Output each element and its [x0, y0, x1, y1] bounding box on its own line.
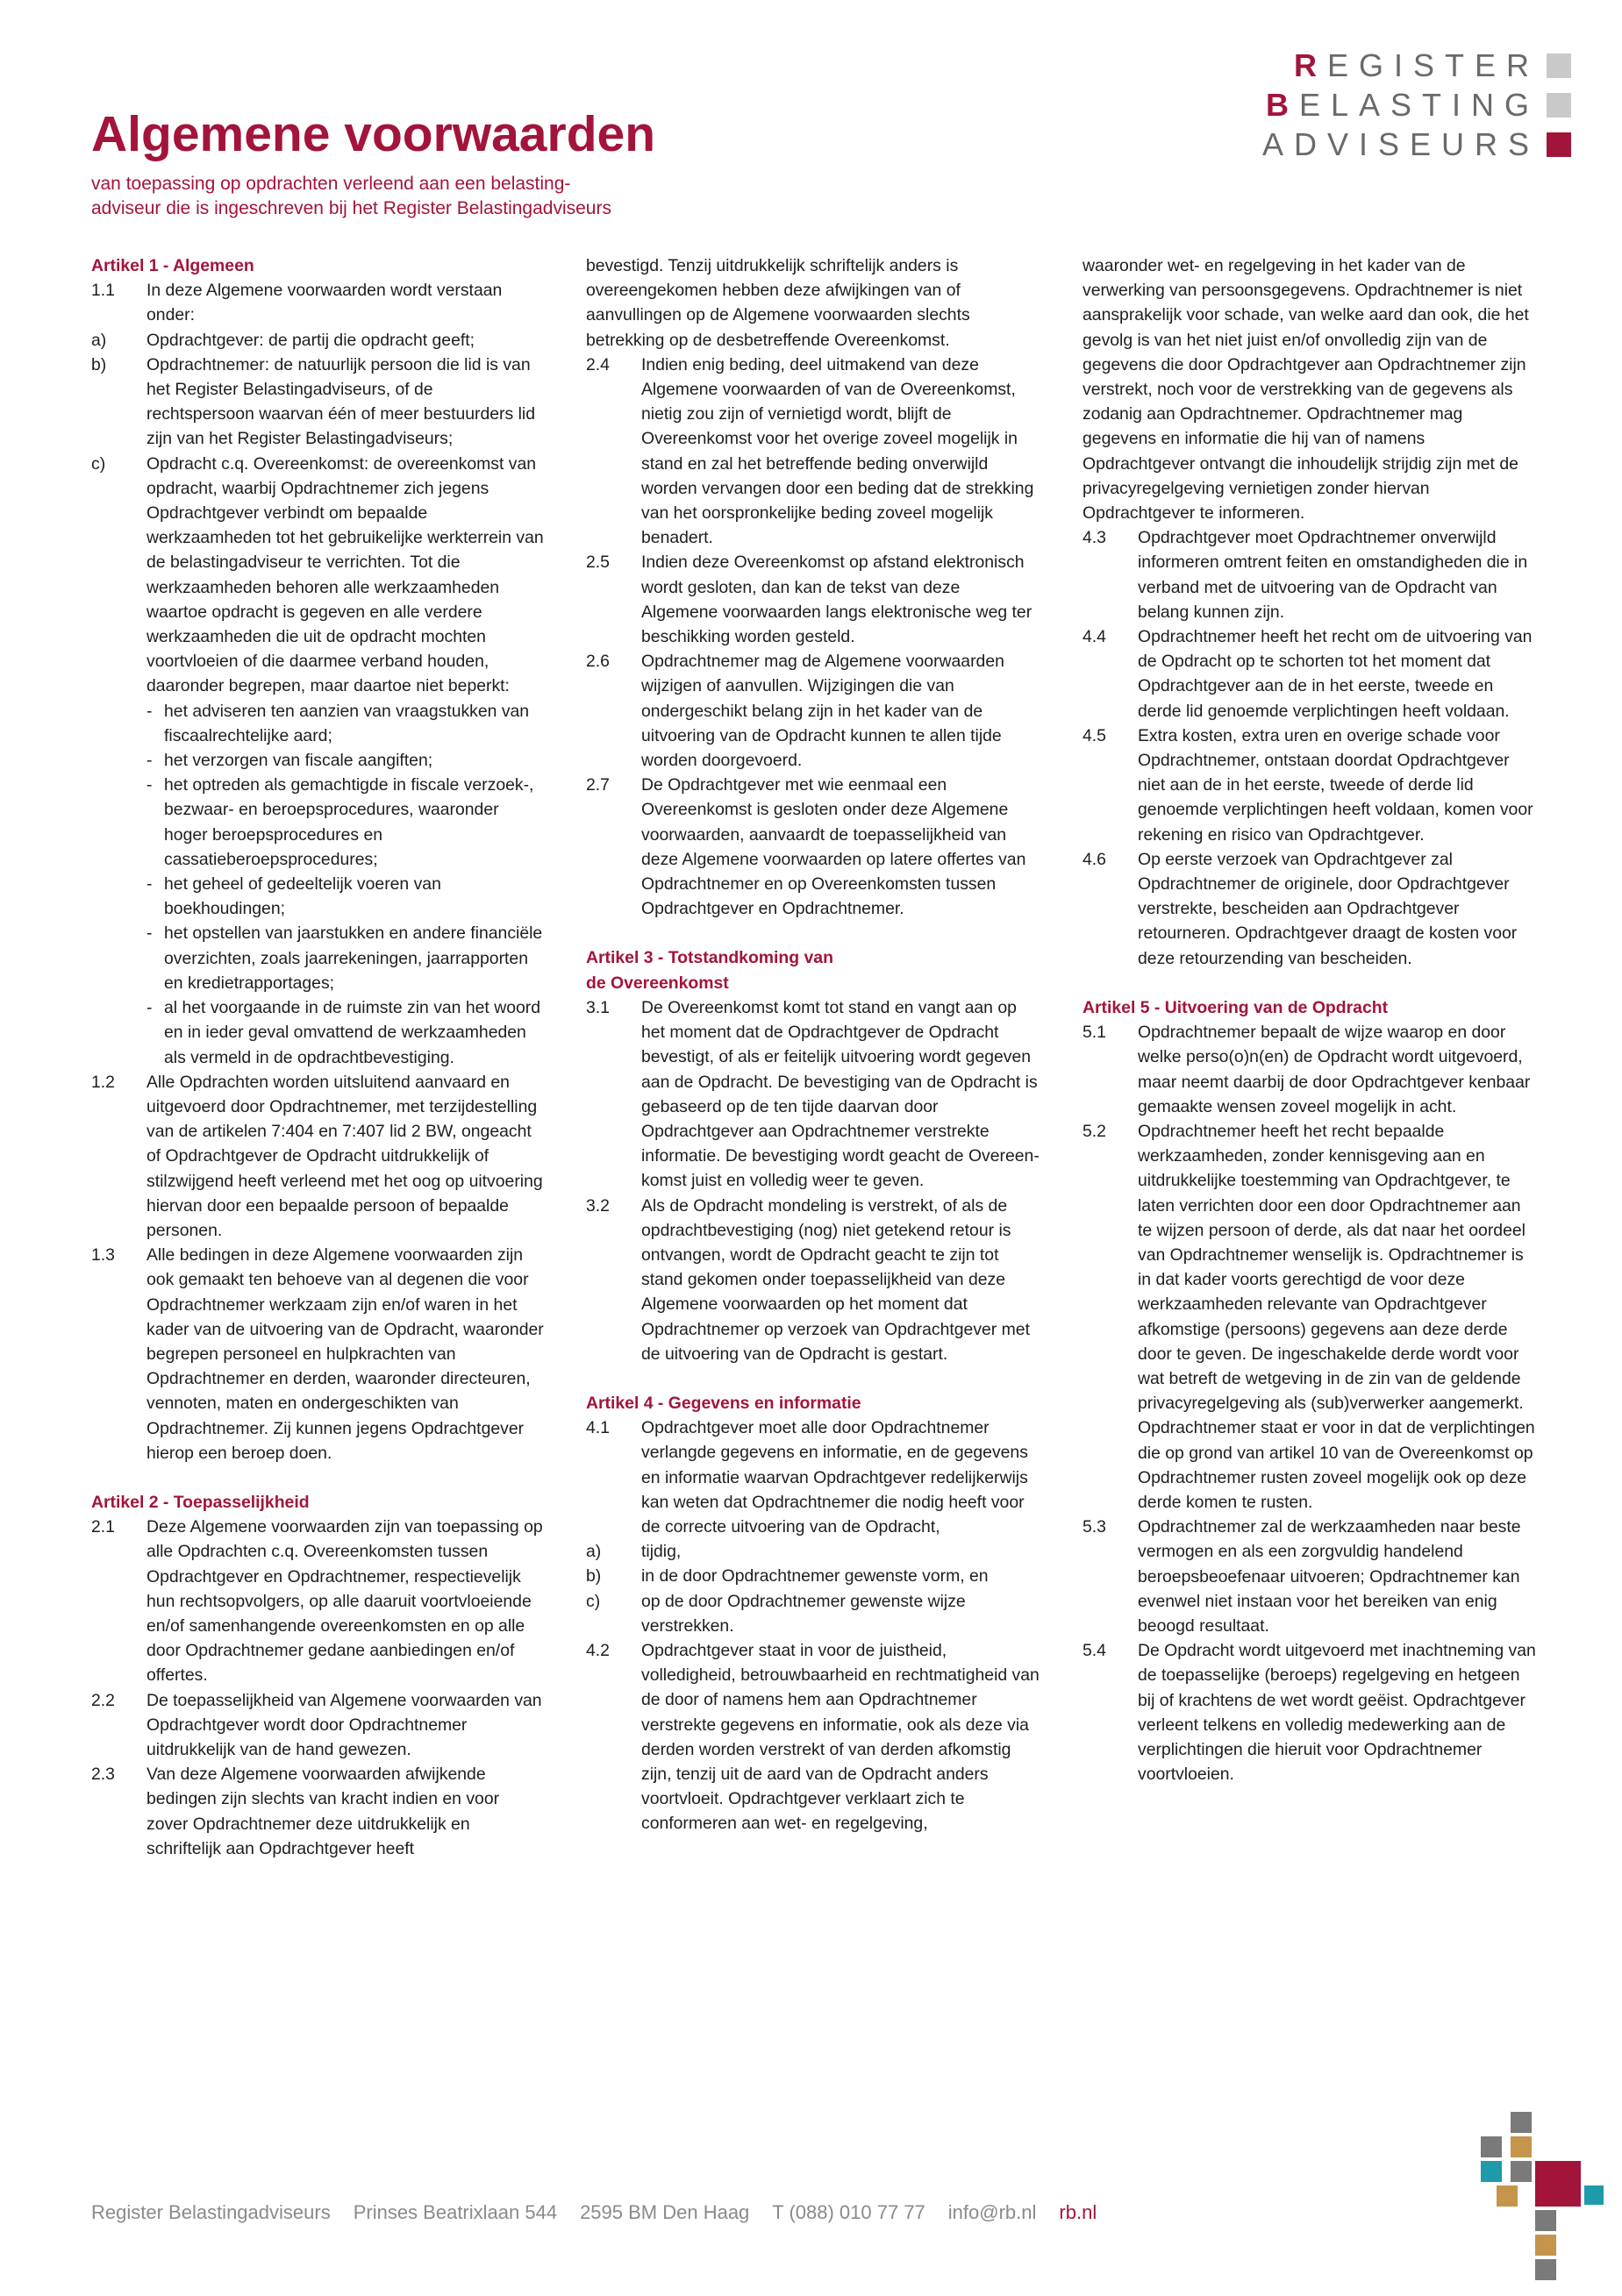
clause [1083, 525, 1536, 624]
clause-number: 5.1 [1083, 1023, 1106, 1043]
clause-number: 2.4 [586, 354, 610, 374]
deco-square [1535, 2235, 1556, 2256]
clause [586, 995, 1040, 1194]
list-item-text: het optreden als gemachtigde in fiscale verzoek-, bezwaar- en beroepsprocedures, waaronder hoger beroepsprocedures en cassatieberoepsprocedures; [164, 775, 534, 869]
clause-text: Als de Opdracht mondeling is verstrekt, of als de opdrachtbevestiging (nog) niet getekend retour is ontvangen, wordt de Opdracht geacht te zijn tot stand gekomen onder toepasselijkheid van deze Algemene voorwaarden op het moment dat Opdrachtnemer op verzoek van Opdrachtgever met de uitvoering van de Opdracht is gestart. [641, 1195, 1030, 1364]
clause [586, 773, 1040, 921]
page-title: Algemene voorwaarden [91, 106, 656, 162]
clause-text: Alle bedingen in deze Algemene voorwaarden zijn ook gemaakt ten behoeve van al degenen die voor Opdrachtnemer werkzaam zijn en/of waren in het kader van de uitvoering van de Opdracht, waaronder begrepen personeel en hulpkrachten van Opdrachtnemer en derden, waaronder directeuren, vennoten, maten en ondergeschikten van Opdrachtnemer. Zij kunnen jegens Opdrachtgever hierop een beroep doen. [146, 1245, 544, 1463]
clause-text: Opdrachtnemer bepaalt de wijze waarop en door welke perso(o)n(en) de Opdracht wordt uitgevoerd, maar neemt daarbij de door Opdrachtgever kenbaar gemaakte wensen zoveel mogelijk in acht. [1138, 1023, 1531, 1116]
clause-number: 5.4 [1083, 1641, 1106, 1661]
clause-number: 4.6 [1083, 849, 1106, 869]
clause-text: In deze Algemene voorwaarden wordt verstaan onder: [146, 281, 503, 325]
dash-bullet: - [146, 701, 153, 721]
list-item-text: het verzorgen van fiscale aangiften; [164, 751, 433, 771]
clause [91, 278, 545, 327]
clause-number: 1.2 [91, 1072, 115, 1092]
clause [586, 1589, 1040, 1638]
clause-number: c) [91, 453, 106, 474]
decorative-squares-graphic [1481, 2112, 1604, 2296]
article-heading: de Overeenkomst [586, 973, 729, 993]
clause [91, 1762, 545, 1861]
deco-square [1535, 2210, 1556, 2231]
footer-address: Prinses Beatrixlaan 544 [353, 2201, 558, 2223]
clause-text: Deze Algemene voorwaarden zijn van toepassing op alle Opdrachten c.q. Overeenkomsten tussen Opdrachtgever en Opdrachtnemer, respectievelijk hun rechtsopvolgers, op alle daaruit voortvloeiende en/of samenhangende overeenkomsten en op alle door Opdrachtnemer gedane aanbiedingen en/of offertes. [146, 1517, 543, 1686]
brand-logo [1262, 46, 1571, 164]
clause [586, 649, 1040, 773]
article-heading: Artikel 1 - Algemeen [91, 256, 254, 275]
clause [586, 1638, 1040, 1836]
subtitle-line: van toepassing op opdrachten verleend aan een belasting- [91, 174, 571, 194]
text-column-3 [1083, 253, 1536, 1786]
list-item [91, 921, 545, 995]
logo-initial: R [1293, 47, 1327, 83]
clause-text: Opdrachtnemer heeft het recht om de uitvoering van de Opdracht op te schorten tot het moment dat Opdrachtgever aan de in het eerste, tweede en derde lid genoemde verplichtingen heeft voldaan. [1138, 627, 1533, 721]
clause [91, 452, 545, 699]
clause-text: De Opdrachtgever met wie eenmaal een Overeenkomst is gesloten onder deze Algemene voorwaarden, aanvaardt de toepasselijkheid van deze Algemene voorwaarden op latere offertes van Opdrachtnemer en op Overeenkomsten tussen Opdrachtgever en Opdrachtnemer. [641, 775, 1026, 919]
clause-number: 5.3 [1083, 1517, 1106, 1537]
clause-text: Op eerste verzoek van Opdrachtgever zal Opdrachtnemer de originele, door Opdrachtgever verstrekte, bescheiden aan Opdrachtgever retourneren. Opdrachtgever draagt de kosten voor deze retourzending van bescheiden. [1138, 849, 1518, 968]
clause-text: Opdrachtgever moet Opdrachtnemer onverwijld informeren omtrent feiten en omstandigheden die in verband met de uitvoering van de Opdracht van belang kunnen zijn. [1138, 528, 1528, 622]
clause-text: Opdrachtnemer: de natuurlijk persoon die lid is van het Register Belastingadviseurs, of de rechtspersoon waarvan één of meer bestuurders lid zijn van het Register Belastingadviseurs; [146, 354, 535, 449]
clause-text: in de door Opdrachtnemer gewenste vorm, en [641, 1566, 989, 1587]
clause-number: 3.1 [586, 997, 610, 1017]
clause-number: 3.2 [586, 1195, 610, 1216]
clause-text: Van deze Algemene voorwaarden afwijkende bedingen zijn slechts van kracht indien en voor zover Opdrachtnemer deze uitdrukkelijk en schriftelijk aan Opdrachtgever heeft [146, 1765, 500, 1858]
page-subtitle [91, 172, 723, 221]
clause-text: Indien deze Overeenkomst op afstand elektronisch wordt gesloten, dan kan de tekst van deze Algemene voorwaarden langs elektronische weg ter beschikking worden gesteld. [641, 553, 1033, 647]
clause [586, 1415, 1040, 1539]
article-heading: Artikel 4 - Gegevens en informatie [586, 1393, 861, 1413]
deco-square [1497, 2185, 1518, 2207]
clause-number: 2.3 [91, 1765, 115, 1785]
deco-square [1511, 2136, 1532, 2157]
deco-square [1481, 2161, 1502, 2182]
clause-text: Extra kosten, extra uren en overige schade voor Opdrachtnemer, ontstaan doordat Opdrachtgever niet aan de in het eerste, tweede of derde lid genoemde verplichtingen heeft voldaan, komen voor rekening en risico van Opdrachtgever. [1138, 725, 1533, 845]
text-column-2 [586, 253, 1040, 1836]
clause [91, 1515, 545, 1687]
clause [91, 1070, 545, 1243]
clause-text: De Overeenkomst komt tot stand en vangt aan op het moment dat de Opdrachtgever de Opdracht bevestigt, of als er feitelijk uitvoering wordt gegeven aan de Opdracht. De bevestiging van de Opdracht is gebaseerd op de ten tijde daarvan door Opdrachtgever aan Opdrachtnemer verstrekte informatie. De bevestiging wordt geacht de Overeenkomst juist en volledig weer te geven. [641, 997, 1040, 1191]
clause-number: 2.1 [91, 1517, 115, 1537]
clause-number: 4.3 [1083, 528, 1106, 548]
clause-text: Opdrachtnemer heeft het recht bepaalde werkzaamheden, zonder kennisgeving aan en uitdrukkelijke toestemming van Opdrachtgever, te laten verrichten door een door Opdrachtnemer aan te wijzen persoon of derde, als dat naar het oordeel van Opdrachtnemer wenselijk is. Opdrachtnemer is in dat kader voorts gerechtigd de voor deze werkzaamheden relevante van Opdrachtgever afkomstige (persoons) gegevens aan deze derde door te geven. De ingeschakelde derde wordt voor wat betreft de wetgeving in de zin van de geldende privacyregelgeving als (sub)verwerker aangemerkt. Opdrachtnemer staat er voor in dat de verplichtingen die op grond van artikel 10 van de Overeenkomst op Opdrachtnemer rusten zoveel mogelijk ook op deze derde komen te rusten. [1138, 1121, 1535, 1512]
clause [586, 550, 1040, 649]
logo-initial: B [1265, 87, 1299, 123]
list-item-text: het adviseren ten aanzien van vraagstukken van fiscaalrechtelijke aard; [164, 701, 530, 745]
clause-number: 2.7 [586, 775, 610, 795]
clause [1083, 1020, 1536, 1119]
clause-text: Opdracht c.q. Overeenkomst: de overeenkomst van opdracht, waarbij Opdrachtnemer zich jegens Opdrachtgever verbindt om bepaalde werkzaamheden tot het gebruikelijke werkterrein van de belastingadviseur te verrichten. Tot die werkzaamheden behoren alle werkzaamheden waartoe opdracht is gegeven en alle verdere werkzaamheden die uit de opdracht mochten voortvloeien of die daarmee verband houden, daaronder begrepen, maar daartoe niet beperkt: [146, 453, 544, 696]
clause-number: 4.1 [586, 1418, 610, 1438]
logo-word: ADVISEURS [1261, 126, 1540, 162]
clause-number: b) [91, 354, 107, 374]
dash-bullet: - [146, 998, 153, 1018]
clause-number: c) [586, 1591, 601, 1611]
list-item-text: het geheel of gedeeltelijk voeren van boekhoudingen; [164, 874, 441, 919]
footer [91, 2201, 1119, 2224]
clause [1083, 724, 1536, 847]
footer-city: 2595 BM Den Haag [580, 2201, 750, 2223]
clause [1083, 624, 1536, 724]
list-item [91, 773, 545, 872]
clause-text: Opdrachtnemer mag de Algemene voorwaarden wijzigen of aanvullen. Wijzigingen die van ondergeschikt belang zijn in het kader van de uitvoering van de Opdracht kunnen te allen tijde worden doorgevoerd. [641, 652, 1004, 771]
article-heading: Artikel 3 - Totstandkoming van [586, 948, 833, 968]
dash-bullet: - [146, 775, 153, 795]
continued-text: bevestigd. Tenzij uitdrukkelijk schriftelijk anders is overeengekomen hebben deze afwijkingen van of aanvullingen op de Algemene voorwaarden slechts betrekking op de desbetreffende Overeenkomst. [586, 256, 970, 350]
clause [91, 353, 545, 452]
subtitle-line: adviseur die is ingeschreven bij het Register Belastingadviseurs [91, 198, 611, 218]
logo-word: EGISTER [1326, 47, 1540, 83]
clause-text: Opdrachtgever staat in voor de juistheid, volledigheid, betrouwbaarheid en rechtmatigheid van de door of namens hem aan Opdrachtnemer verstrekte gegevens en informatie, ook als deze via derden worden verstrekt of van derden afkomstig zijn, tenzij uit de aard van de Opdracht anders voortvloeit. Opdrachtgever verklaart zich te conformeren aan wet- en regelgeving, [641, 1640, 1040, 1834]
clause-number: b) [586, 1566, 602, 1587]
clause [1083, 1119, 1536, 1515]
deco-square [1584, 2185, 1604, 2205]
clause-text: tijdig, [641, 1542, 682, 1562]
list-item [91, 748, 545, 773]
deco-square [1535, 2161, 1581, 2207]
dash-bullet: - [146, 874, 153, 895]
clause-text: op de door Opdrachtnemer gewenste wijze verstrekken. [641, 1591, 966, 1636]
logo-line-belasting [1262, 85, 1571, 125]
deco-square [1511, 2112, 1532, 2133]
logo-square-grey [1547, 93, 1571, 118]
clause-text: Opdrachtgever: de partij die opdracht geeft; [146, 330, 475, 350]
article-heading: Artikel 2 - Toepasselijkheid [91, 1492, 310, 1512]
clause [586, 1539, 1040, 1564]
deco-square [1481, 2136, 1502, 2157]
clause-text: Indien enig beding, deel uitmakend van deze Algemene voorwaarden of van de Overeenkomst, nietig zou zijn of vernietigd wordt, blijft de Overeenkomst voor het overige zoveel mogelijk in stand en zal het betreffende beding onverwijld worden vervangen door een beding dat de strekking van het oorspronkelijke beding zoveel mogelijk benadert. [641, 354, 1034, 548]
clause [586, 353, 1040, 551]
list-item [91, 872, 545, 921]
list-item-text: al het voorgaande in de ruimste zin van het woord en in ieder geval omvattend de werkzaamheden als vermeld in de opdrachtbevestiging. [164, 998, 541, 1067]
clause [1083, 1638, 1536, 1786]
clause-text: De toepasselijkheid van Algemene voorwaarden van Opdrachtgever wordt door Opdrachtnemer uitdrukkelijk van de hand gewezen. [146, 1690, 542, 1759]
clause-number: a) [586, 1542, 602, 1562]
clause-number: 1.1 [91, 281, 115, 301]
logo-line-adviseurs [1262, 125, 1571, 164]
footer-org: Register Belastingadviseurs [91, 2201, 331, 2223]
list-item-text: het opstellen van jaarstukken en andere financiële overzichten, zoals jaarrekeningen, jaarrapporten en kredietrapportages; [164, 923, 543, 993]
clause-number: 2.5 [586, 553, 610, 573]
clause-number: a) [91, 330, 107, 350]
logo-word: ELASTING [1298, 87, 1540, 123]
clause-text: Opdrachtgever moet alle door Opdrachtnemer verlangde gegevens en informatie, en de gegevens en informatie waarvan Opdrachtgever redelijkerwijs kan weten dat Opdrachtnemer die nodig heeft voor de correcte uitvoering van de Opdracht, [641, 1418, 1028, 1537]
clause-text: De Opdracht wordt uitgevoerd met inachtneming van de toepasselijke (beroeps) regelgeving en hetgeen bij of krachtens de wet wordt geëist. Opdrachtgever verleent telkens en volledig medewerking aan de verplichtingen die hieruit voor Opdrachtnemer voortvloeien. [1138, 1641, 1536, 1785]
clause [586, 1564, 1040, 1588]
clause [1083, 1515, 1536, 1638]
clause-text: Alle Opdrachten worden uitsluitend aanvaard en uitgevoerd door Opdrachtnemer, met terzijdestelling van de artikelen 7:404 en 7:407 lid 2 BW, ongeacht of Opdrachtgever de Opdracht uitdrukkelijk of stilzwijgend heeft verleend met het oog op uitvoering hiervan door een bepaalde persoon of bepaalde personen. [146, 1072, 543, 1240]
clause-text: Opdrachtnemer zal de werkzaamheden naar beste vermogen en als een zorgvuldig handelend beroepsbeoefenaar uitvoeren; Opdrachtnemer kan evenwel niet instaan voor het bereiken van enig beoogd resultaat. [1138, 1517, 1521, 1636]
logo-square-red [1547, 132, 1571, 157]
clause-number: 2.2 [91, 1690, 115, 1710]
continued-text: waaronder wet- en regelgeving in het kader van de verwerking van persoonsgegevens. Opdrachtnemer is niet aansprakelijk voor schade, van welke aard dan ook, die het gevolg is van het niet juist en/of onvolledig zijn van de gegevens die door Opdrachtgever aan Opdrachtnemer zijn verstrekt, noch voor de verstrekking van de gegevens als zodanig aan Opdrachtnemer. Opdrachtnemer mag gegevens en informatie die hij van of namens Opdrachtgever ontvangt die inhoudelijk strijdig zijn met de privacyregelgeving vernietigen zonder hiervan Opdrachtgever te informeren. [1083, 256, 1529, 524]
list-item [91, 699, 545, 748]
footer-website-link[interactable]: rb.nl [1059, 2201, 1097, 2223]
clause-number: 4.2 [586, 1640, 610, 1660]
clause [91, 328, 545, 353]
clause-number: 1.3 [91, 1245, 115, 1266]
clause [91, 1688, 545, 1763]
logo-square-grey [1547, 53, 1571, 78]
footer-phone: T (088) 010 77 77 [772, 2201, 925, 2223]
clause [91, 1243, 545, 1465]
clause [1083, 847, 1536, 971]
article-heading: Artikel 5 - Uitvoering van de Opdracht [1083, 997, 1389, 1017]
deco-square [1535, 2259, 1556, 2280]
footer-email[interactable]: info@rb.nl [947, 2201, 1037, 2223]
clause-number: 4.4 [1083, 627, 1106, 647]
dash-bullet: - [146, 923, 153, 944]
dash-bullet: - [146, 751, 153, 771]
list-item [91, 995, 545, 1070]
logo-line-register [1262, 46, 1571, 85]
deco-square [1511, 2161, 1532, 2182]
clause-number: 5.2 [1083, 1121, 1106, 1141]
clause [586, 1194, 1040, 1366]
text-column-1 [91, 253, 545, 1861]
clause-number: 2.6 [586, 652, 610, 672]
clause-number: 4.5 [1083, 725, 1106, 745]
